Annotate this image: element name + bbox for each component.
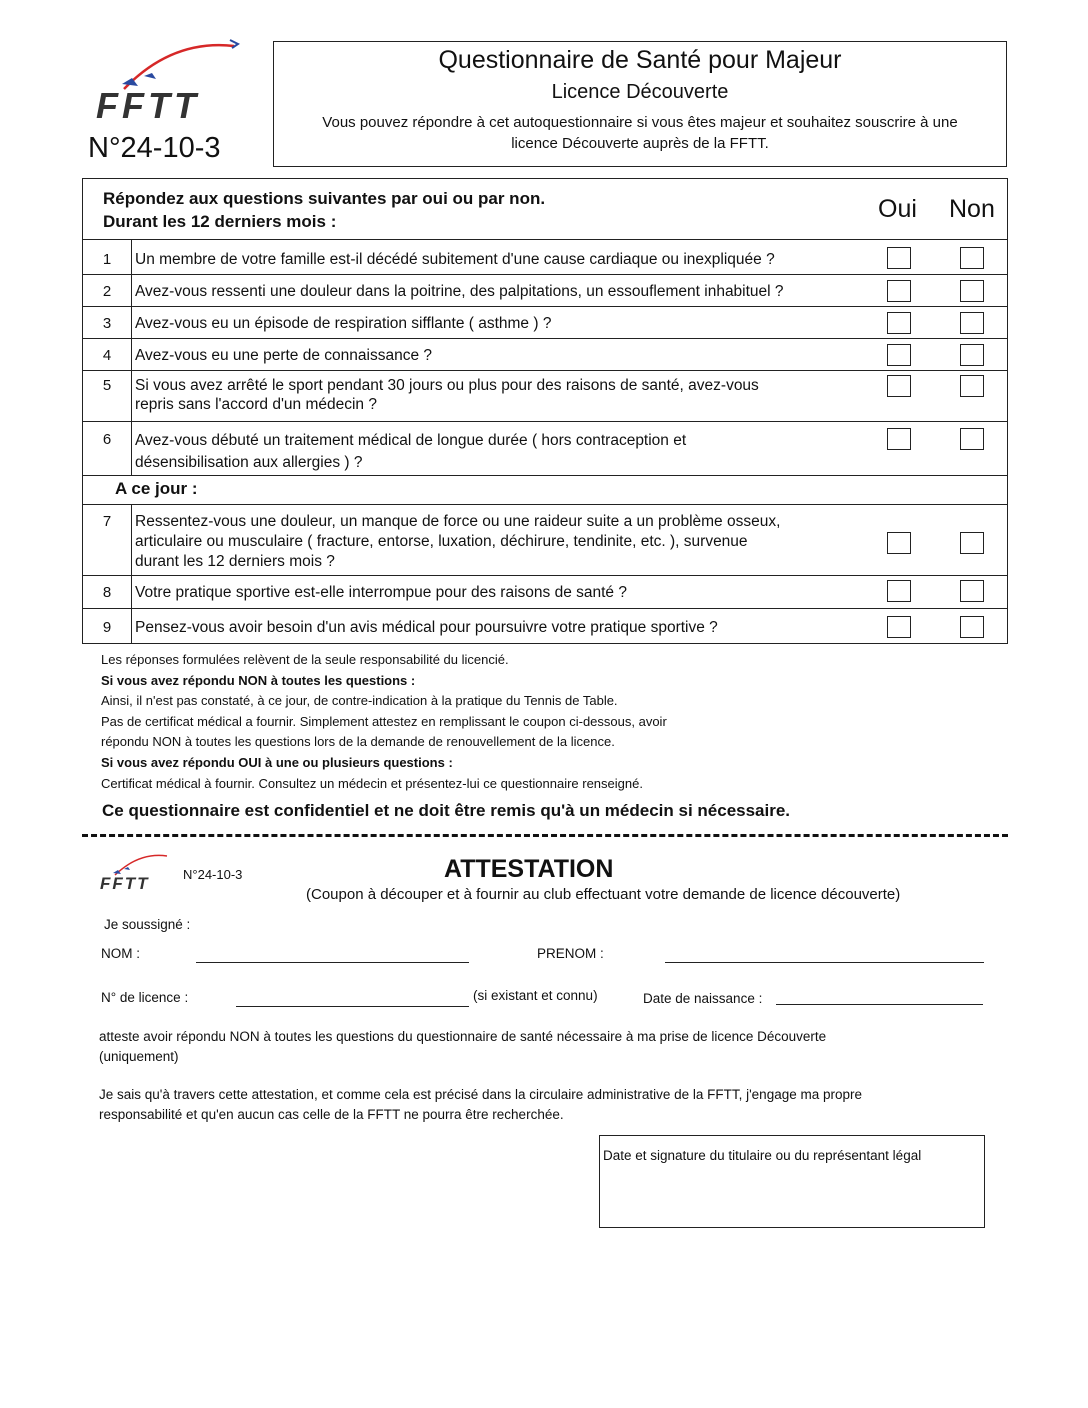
question-text (135, 430, 855, 474)
question-number: 5 (102, 377, 112, 394)
signature-box[interactable] (599, 1135, 985, 1228)
question-text: Avez-vous eu un épisode de respiration sifflante ( asthme ) ? (135, 315, 552, 332)
question-text-line: Si vous avez arrêté le sport pendant 30 jours ou plus pour des raisons de santé, avez-vous (135, 377, 759, 394)
question-number: 9 (102, 619, 112, 636)
title-box (273, 41, 1007, 167)
table-row (83, 306, 1007, 338)
page-title: Questionnaire de Santé pour Majeur (438, 46, 842, 74)
table-row (83, 504, 1007, 575)
prenom-field[interactable] (665, 962, 984, 963)
yes-checkbox[interactable] (887, 375, 911, 397)
note-line: Ainsi, il n'est pas constaté, à ce jour, de contre-indication à la pratique du Tennis de Table. (101, 693, 618, 709)
column-no: Non (949, 195, 995, 223)
nom-field[interactable] (196, 962, 469, 963)
paragraph-line: (uniquement) (99, 1048, 179, 1064)
no-checkbox[interactable] (960, 375, 984, 397)
yes-checkbox[interactable] (887, 247, 911, 269)
question-number: 1 (102, 251, 112, 268)
table-header (83, 179, 1007, 239)
question-number: 4 (102, 347, 112, 364)
attestation-title: ATTESTATION (444, 855, 614, 883)
question-text-line: Ressentez-vous une douleur, un manque de force ou une raideur suite a un problème osseux, (135, 513, 781, 530)
note-line: répondu NON à toutes les questions lors de la demande de renouvellement de la licence. (101, 734, 615, 750)
question-number: 6 (102, 431, 112, 448)
no-checkbox[interactable] (960, 580, 984, 602)
section-today-label: A ce jour : (115, 479, 198, 498)
page-subtitle: Licence Découverte (551, 81, 729, 103)
table-row (83, 338, 1007, 370)
question-text: Avez-vous ressenti une douleur dans la poitrine, des palpitations, un essouflement inhabituel ? (135, 283, 784, 300)
form-number-small: N°24-10-3 (183, 867, 243, 882)
question-text (135, 512, 855, 572)
question-number: 7 (102, 513, 112, 530)
no-checkbox[interactable] (960, 428, 984, 450)
no-checkbox[interactable] (960, 247, 984, 269)
question-text (135, 376, 855, 414)
prenom-label: PRENOM : (537, 946, 604, 961)
licence-field[interactable] (236, 1006, 469, 1007)
attestation-subtitle: (Coupon à découper et à fournir au club effectuant votre demande de licence découverte) (306, 886, 901, 903)
table-row (83, 421, 1007, 475)
no-checkbox[interactable] (960, 280, 984, 302)
intro-text: Vous pouvez répondre à cet autoquestionnaire si vous êtes majeur et souhaitez souscrire à une licence Découverte auprès de la FFTT. (322, 114, 958, 152)
logo-text: FFTT (96, 85, 200, 124)
logo-text: FFTT (100, 874, 150, 892)
naissance-label: Date de naissance : (643, 991, 763, 1006)
no-checkbox[interactable] (960, 532, 984, 554)
signature-label: Date et signature du titulaire ou du représentant légal (603, 1148, 922, 1163)
nom-label: NOM : (101, 946, 140, 961)
yes-checkbox[interactable] (887, 280, 911, 302)
attest-paragraph-1 (99, 1027, 826, 1066)
table-row (83, 239, 1007, 274)
question-number: 3 (102, 315, 112, 332)
table-row (83, 575, 1007, 608)
note-line: Pas de certificat médical a fournir. Simplement attestez en remplissant le coupon ci-dessous, avoir (101, 713, 667, 729)
question-text-line: articulaire ou musculaire ( fracture, entorse, luxation, déchirure, tendinite, etc. ), survenue (135, 533, 748, 550)
note-heading-yes: Si vous avez répondu OUI à une ou plusieurs questions : (101, 754, 453, 770)
licence-hint: (si existant et connu) (473, 988, 598, 1003)
question-text-line: Avez-vous débuté un traitement médical de longue durée ( hors contraception et (135, 432, 687, 449)
instruction-line-1: Répondez aux questions suivantes par oui ou par non. (103, 189, 546, 208)
naissance-field[interactable] (776, 1004, 983, 1005)
je-soussigne-label: Je soussigné : (104, 917, 191, 932)
note-line: Les réponses formulées relèvent de la seule responsabilité du licencié. (101, 652, 509, 667)
instruction-line-2: Durant les 12 derniers mois : (103, 212, 337, 231)
question-text-line: désensibilisation aux allergies ) ? (135, 454, 363, 471)
note-line: Certificat médical à fournir. Consultez un médecin et présentez-lui ce questionnaire renseigné. (101, 775, 643, 791)
question-text: Votre pratique sportive est-elle interrompue pour des raisons de santé ? (135, 584, 627, 601)
question-number: 2 (102, 283, 112, 300)
yes-checkbox[interactable] (887, 532, 911, 554)
no-checkbox[interactable] (960, 344, 984, 366)
question-text: Pensez-vous avoir besoin d'un avis médical pour poursuivre votre pratique sportive ? (135, 619, 718, 636)
yes-checkbox[interactable] (887, 312, 911, 334)
notes (101, 650, 667, 794)
note-heading-no: Si vous avez répondu NON à toutes les questions : (101, 672, 416, 688)
confidential-notice: Ce questionnaire est confidentiel et ne doit être remis qu'à un médecin si nécessaire. (102, 801, 791, 820)
cut-line (82, 834, 1008, 837)
table-row (83, 274, 1007, 306)
section-today (83, 475, 1007, 504)
question-text: Un membre de votre famille est-il décédé subitement d'une cause cardiaque ou inexpliquée ? (135, 251, 775, 268)
paragraph-line: atteste avoir répondu NON à toutes les questions du questionnaire de santé nécessaire à ma prise de licence Découverte (99, 1029, 827, 1044)
no-checkbox[interactable] (960, 312, 984, 334)
attest-paragraph-2 (99, 1085, 862, 1124)
table-row (83, 608, 1007, 643)
form-number: N°24-10-3 (88, 132, 221, 164)
column-yes: Oui (878, 195, 917, 223)
table-row (83, 370, 1007, 421)
question-text-line: repris sans l'accord d'un médecin ? (135, 396, 377, 413)
yes-checkbox[interactable] (887, 616, 911, 638)
yes-checkbox[interactable] (887, 580, 911, 602)
licence-label: N° de licence : (101, 990, 189, 1005)
question-text-line: durant les 12 derniers mois ? (135, 553, 335, 570)
yes-checkbox[interactable] (887, 344, 911, 366)
question-text: Avez-vous eu une perte de connaissance ? (135, 347, 432, 364)
questions-table (82, 178, 1008, 644)
paragraph-line: responsabilité et qu'en aucun cas celle de la FFTT ne pourra être recherchée. (99, 1106, 564, 1122)
fftt-logo (92, 34, 242, 124)
instructions (103, 187, 545, 233)
paragraph-line: Je sais qu'à travers cette attestation, et comme cela est précisé dans la circulaire administrative de la FFTT, j'engage ma propre (99, 1087, 863, 1102)
no-checkbox[interactable] (960, 616, 984, 638)
fftt-logo-small (99, 850, 171, 892)
question-number: 8 (102, 584, 112, 601)
yes-checkbox[interactable] (887, 428, 911, 450)
